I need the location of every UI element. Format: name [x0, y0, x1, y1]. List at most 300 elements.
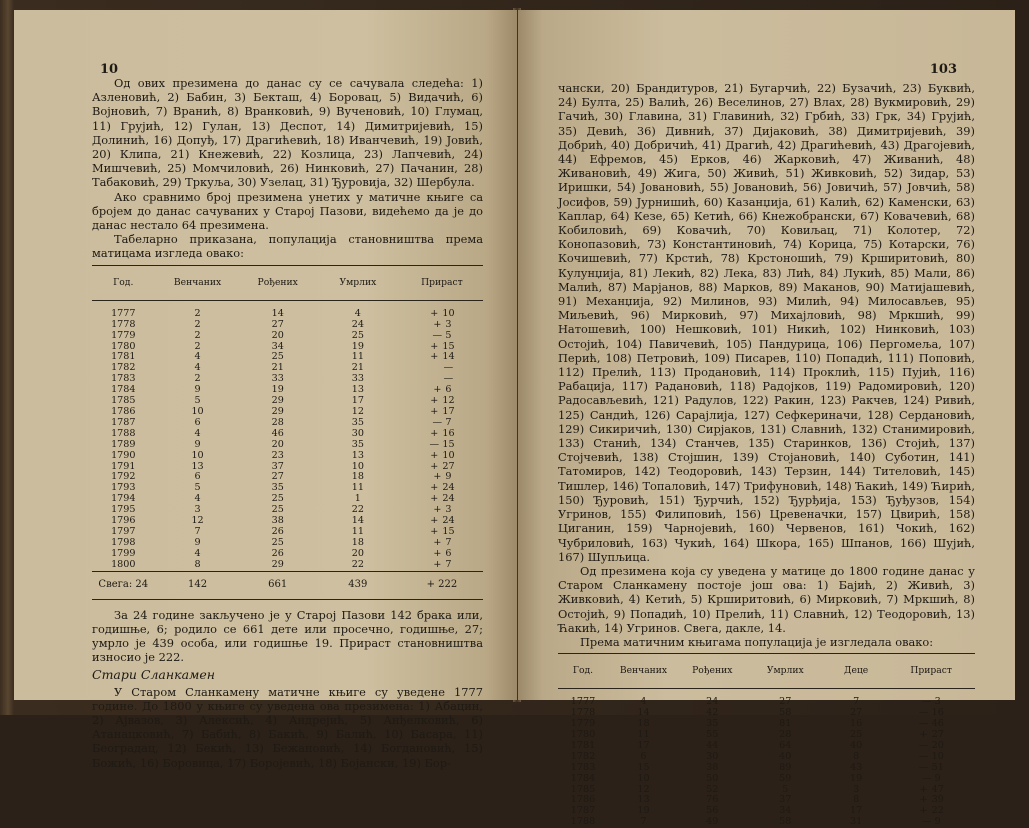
- table-cell: 19: [351, 340, 364, 352]
- table-cell: 29: [271, 406, 284, 417]
- page-number: 10: [100, 62, 119, 77]
- table-row: [92, 342, 483, 353]
- table-cell: 1778: [570, 707, 596, 719]
- table-cell: 29: [271, 395, 284, 407]
- table-cell: 1798: [111, 536, 136, 548]
- table-cell: 38: [706, 761, 719, 773]
- table-row: [92, 472, 483, 483]
- table-row: [92, 451, 483, 462]
- col-growth: Прираст: [401, 265, 483, 300]
- growth-sign: —: [918, 761, 929, 773]
- table-cell: 13: [351, 384, 364, 396]
- growth-value: 24: [442, 515, 455, 527]
- col-marriages: Венчаних: [155, 265, 241, 300]
- growth-sign: +: [430, 395, 439, 407]
- population-table-stari-slankamen: [558, 653, 975, 828]
- table-intro: Табеларно приказана, популација становништва према матицама изгледа овако:: [92, 232, 483, 261]
- table-cell: 1787: [570, 805, 596, 817]
- table-cell: 12: [351, 406, 364, 417]
- growth-sign: +: [919, 794, 928, 806]
- table-cell: 1797: [111, 525, 136, 537]
- table-cell: 35: [351, 438, 364, 450]
- total-growth: [401, 571, 483, 599]
- table-cell: 49: [706, 816, 719, 828]
- table-cell: 7: [194, 525, 201, 537]
- table-row: [558, 795, 975, 806]
- remaining-surnames-paragraph: Од презимена која су уведена у матице до 1800 године данас у Старом Сланкамену постоје још ова: 1) Бајић, 2) Живић, 3) Живковић, 4) Кетић, 5) Крширитовић, 6) Мирковић, 7) Мркшић, 8) Остојић, 9) Попадић, 10) Прелић, 11) Славнић, 12) Теодоровић, 13) Ћакић, 14) Угринов. Свега, дакле, 14.: [558, 563, 975, 635]
- table-row: [558, 785, 975, 796]
- table-cell: 19: [271, 384, 284, 396]
- table-cell: 33: [271, 373, 284, 385]
- growth-sign: —: [432, 416, 443, 428]
- table-cell: 7: [640, 816, 647, 828]
- table-cell: 4: [194, 427, 201, 439]
- summary-paragraph: За 24 године закључено је у Старој Пазови 142 брака или, годишње, 6; родило се 661 дете или просечно, годишње, 27; умрло је 439 особа, или годишње 19. Прираст становништва износио је 222.: [92, 607, 483, 665]
- table-cell: 10: [637, 772, 650, 784]
- table-cell: 1787: [111, 416, 136, 428]
- table-cell: 1784: [570, 772, 596, 784]
- table-row: [92, 396, 483, 407]
- table-row: [92, 429, 483, 440]
- growth-value: 9: [445, 471, 452, 483]
- growth-value: —: [443, 373, 454, 385]
- table-cell: 14: [271, 307, 284, 319]
- table-cell: 31: [850, 816, 863, 828]
- table-cell: 1779: [570, 718, 596, 730]
- table-cell: 24: [706, 696, 719, 708]
- table-cell: 16: [850, 718, 863, 730]
- growth-value: 12: [442, 395, 455, 407]
- table-cell: 25: [271, 504, 284, 516]
- table-cell: 30: [706, 750, 719, 762]
- growth-value: 27: [931, 729, 944, 741]
- table-cell: 40: [850, 739, 863, 751]
- table-row: [92, 363, 483, 374]
- growth-value: 7: [445, 416, 452, 428]
- table-cell: 3: [853, 783, 860, 795]
- table-row: [92, 527, 483, 538]
- growth-value: 39: [931, 794, 944, 806]
- table-cell: 4: [194, 547, 201, 559]
- table-cell: 81: [779, 718, 792, 730]
- growth-value: 3: [445, 318, 452, 330]
- table-cell: 27: [850, 707, 863, 719]
- table-cell: 19: [637, 805, 650, 817]
- table-cell: 6: [640, 750, 647, 762]
- slankamen-paragraph: У Старом Сланкамену матичне књиге су уведене 1777 године. До 1800 у књиге су уведена ова презимена: 1) Абацин, 2) Ајвазов, 3) Алексић, 4) Андрејић, 5) Анђелковић, 6) Атанацковић, 7) Бабић, 8) Бакић, 9) Балић, 10) Басара, 11) Београдац, 12) Бекић, 13) Бежановић, 14) Богдановић, 15) Божић, 16) Боровица, 17) Боројевић, 18) Бојански, 19) Бор-: [92, 684, 483, 770]
- table-header-row: [558, 654, 975, 689]
- table-row: [558, 774, 975, 785]
- table-cell: 4: [194, 362, 201, 374]
- table-cell: 56: [706, 805, 719, 817]
- growth-cell: [401, 560, 483, 571]
- growth-sign: +: [433, 547, 442, 559]
- table-cell: 2: [194, 340, 201, 352]
- table-row: [558, 719, 975, 730]
- growth-sign: +: [430, 307, 439, 319]
- growth-sign: +: [430, 515, 439, 527]
- table-cell: 13: [637, 794, 650, 806]
- growth-sign: +: [430, 460, 439, 472]
- growth-sign: —: [918, 750, 929, 762]
- total-row: [92, 571, 483, 599]
- table-cell: 26: [271, 547, 284, 559]
- col-children: Деце: [825, 654, 888, 689]
- table-cell: 26: [271, 525, 284, 537]
- table-cell: 46: [271, 427, 284, 439]
- table-row: [92, 320, 483, 331]
- growth-sign: +: [433, 384, 442, 396]
- table-cell: 1783: [111, 373, 136, 385]
- table-cell: 1780: [570, 729, 596, 741]
- table-cell: 24: [351, 318, 364, 330]
- table-cell: 1779: [111, 329, 136, 341]
- growth-value: 3: [445, 504, 452, 516]
- table-cell: 58: [779, 816, 792, 828]
- table-cell: 1800: [111, 558, 136, 570]
- growth-cell: [401, 300, 483, 319]
- growth-value: 3: [934, 696, 941, 708]
- table-cell: 4: [194, 351, 201, 363]
- table-cell: 40: [779, 750, 792, 762]
- total-label-text: Свега:: [98, 578, 133, 590]
- table-cell: 2: [194, 307, 201, 319]
- table-row: [558, 817, 975, 828]
- table-cell: 12: [191, 515, 204, 527]
- table-cell: 76: [706, 794, 719, 806]
- growth-sign: +: [433, 558, 442, 570]
- table-header-row: [92, 265, 483, 300]
- table-cell: 1782: [111, 362, 136, 374]
- table-cell: 1788: [111, 427, 136, 439]
- left-page-text: [92, 76, 483, 770]
- table-cell: 1786: [111, 406, 136, 417]
- table-row: [92, 505, 483, 516]
- table-cell: 25: [271, 536, 284, 548]
- table-cell: 5: [782, 783, 789, 795]
- table-cell: 18: [637, 718, 650, 730]
- table-cell: 1799: [111, 547, 136, 559]
- growth-value: —: [443, 362, 454, 374]
- table-cell: 44: [706, 739, 719, 751]
- growth-value: 9: [934, 816, 941, 828]
- table-row: [558, 806, 975, 817]
- growth-value: 10: [442, 307, 455, 319]
- growth-value: 7: [445, 536, 452, 548]
- table-cell: 12: [637, 783, 650, 795]
- table-cell: 38: [271, 515, 284, 527]
- table-cell: 11: [351, 525, 364, 537]
- table-cell: 1789: [111, 438, 136, 450]
- table-cell: 5: [194, 482, 201, 494]
- growth-sign: +: [433, 318, 442, 330]
- growth-value: 46: [931, 718, 944, 730]
- table-row: [92, 462, 483, 473]
- table-row: [558, 689, 975, 708]
- growth-sign: +: [919, 729, 928, 741]
- table-cell: 37: [271, 460, 284, 472]
- table-cell: 1781: [570, 739, 596, 751]
- table-cell: 1792: [111, 471, 136, 483]
- growth-sign: —: [921, 696, 932, 708]
- growth-sign: +: [430, 427, 439, 439]
- growth-sign: +: [433, 536, 442, 548]
- table-cell: 17: [351, 395, 364, 407]
- table-cell: 1786: [570, 794, 596, 806]
- table-row: [92, 560, 483, 571]
- table-cell: 1778: [111, 318, 136, 330]
- table-cell: 1784: [111, 384, 136, 396]
- table-intro: Према матичним књигама популација је изгледала овако:: [580, 634, 934, 649]
- table-cell: 22: [351, 504, 364, 516]
- table-cell: 1780: [111, 340, 136, 352]
- table-row: [558, 752, 975, 763]
- table-cell: 1783: [570, 761, 596, 773]
- table-cell: 11: [637, 729, 650, 741]
- table-cell: 1777: [570, 696, 596, 708]
- table-cell: 1795: [111, 504, 136, 516]
- table-cell: 64: [779, 739, 792, 751]
- table-cell: 6: [194, 471, 201, 483]
- table-cell: 17: [850, 805, 863, 817]
- growth-cell: [887, 689, 975, 708]
- table-row: [92, 538, 483, 549]
- table-row: [92, 407, 483, 418]
- table-cell: 10: [351, 460, 364, 472]
- table-cell: 27: [271, 471, 284, 483]
- page-number: 103: [929, 62, 957, 77]
- table-cell: 89: [779, 761, 792, 773]
- table-cell: 9: [194, 536, 201, 548]
- table-cell: 14: [351, 515, 364, 527]
- col-deaths: Умрлих: [315, 265, 401, 300]
- table-cell: 1782: [570, 750, 596, 762]
- table-cell: 21: [271, 362, 284, 374]
- growth-value: 24: [442, 482, 455, 494]
- col-marriages: Венчаних: [608, 654, 679, 689]
- table-cell: 20: [271, 329, 284, 341]
- table-row: [92, 300, 483, 319]
- table-cell: 59: [779, 772, 792, 784]
- table-cell: 22: [351, 558, 364, 570]
- col-births: Рођених: [241, 265, 315, 300]
- table-cell: 3: [194, 504, 201, 516]
- table-cell: 18: [351, 536, 364, 548]
- growth-sign: —: [921, 816, 932, 828]
- table-cell: 1791: [111, 460, 136, 472]
- table-cell: 1: [354, 493, 361, 505]
- table-cell: 10: [191, 449, 204, 461]
- table-cell: 1790: [111, 449, 136, 461]
- table-cell: 25: [271, 493, 284, 505]
- growth-value: 7: [445, 558, 452, 570]
- col-deaths: Умрлих: [746, 654, 825, 689]
- table-row: [92, 331, 483, 342]
- table-cell: 15: [637, 761, 650, 773]
- right-page: [518, 10, 1015, 828]
- growth-value: 17: [442, 406, 455, 417]
- table-row: [558, 708, 975, 719]
- table-cell: 8: [853, 750, 860, 762]
- surname-continuation: чански, 20) Брандитуров, 21) Бугарчић, 22) Бузачић, 23) Буквић, 24) Булта, 25) Валић, 26) Веселинов, 27) Влах, 28) Вукмировић, 29) Гачић, 30) Главина, 31) Главинић, 32) Грбић, 33) Грк, 34) Грујић, 35) Девић, 36) Дивнић, 37) Дијаковић, 38) Димитријевић, 39) Добрић, 40) Добричић, 41) Драгић, 42) Драгићевић, 43) Драгојевић, 44) Ефремов, 45) Ерков, 46) Жарковић, 47) Живанић, 48) Живановић, 49) Жига, 50) Живић, 51) Живковић, 52) Зидар, 53) Иришки, 54) Јовановић, 55) Јовановић, 56) Јовичић, 57) Јовчић, 58) Јосифов, 59) Јурнишић, 60) Казанџија, 61) Калић, 62) Каменски, 63) Каплар, 64) Кезе, 65) Кетић, 66) Кнежобрански, 67) Ковачевић, 68) Кобиловић, 69) Ковачић, 70) Ковиљац, 71) Колотер, 72) Конопазовић, 73) Константиновић, 74) Корица, 75) Котарски, 76) Кочишевић, 77) Крстић, 78) Крстоношић, 79) Крширитовић, 80) Кулунџија, 81) Лекић, 82) Лека, 83) Лић, 84) Лукић, 85) Мали, 86) Малић, 87) Марјанов, 88) Марков, 89) Маканов, 90) Матијашевић, 91) Механџија, 92) Милинов, 93) Милић, 94) Милосављев, 95) Миљевић, 96) Мирковић, 97) Михајловић, 98) Мркшић, 99) Натошевић, 100) Нешковић, 101) Никић, 102) Нинковић, 103) Остојић, 104) Павичевић, 105) Пандурица, 106) Пергомеља, 107) Перић, 108) Петровић, 109) Писарев, 110) Попадић, 111) Поповић, 112) Прелић, 113) Продановић, 114) Проклић, 115) Пујић, 116) Рабација, 117) Радановић, 118) Радојков, 119) Радомировић, 120) Радосављевић, 121) Радулов, 122) Ракин, 123) Ракчев, 124) Ривић, 125) Сандић, 126) Сарајлија, 127) Сефкериначи, 128) Сердановић, 129) Сикиричић, 130) Сирјаков, 131) Славнић, 132) Станимировић, 133) Станић, 134) Станчев, 135) Старинков, 136) Стојић, 137) Стојчевић, 138) Стојшин, 139) Стојановић, 140) Суботин, 141) Татомиров, 142) Теодоровић, 143) Терзин, 144) Тителовић, 145) Тишлер, 146) Топаловић, 147) Трифуновић, 148) Ћакић, 149) Ћирић, 150) Ђуровић, 151) Ђурчић, 152) Ђурђија, 153) Ђуђузов, 154) Угринов, 155) Филиповић, 156) Цревеначки, 157) Цвирић, 158) Циганин, 159) Чарнојевић, 160) Червенов, 161) Чокић, 162) Чубриловић, 163) Чукић, 164) Шкора, 165) Шпанов, 166) Шујић, 167) Шупљица.: [558, 81, 975, 564]
- table-cell: 34: [271, 340, 284, 352]
- table-cell: 14: [637, 707, 650, 719]
- table-cell: 8: [194, 558, 201, 570]
- table-cell: 18: [351, 471, 364, 483]
- table-cell: 7: [853, 696, 860, 708]
- surname-paragraph: Од ових презимена до данас су се сачувала следећа: 1) Азленовић, 2) Бабин, 3) Бекташ, 4) Боровац, 5) Видачић, 6) Војновић, 7) Вранић, 8) Вранковић, 9) Вученовић, 10) Глумац, 11) Грујић, 12) Гулан, 13) Деспот, 14) Димитријевић, 15) Долинић, 16) Допуђ, 17) Драгићевић, 18) Иванчевић, 19) Јовић, 20) Клипа, 21) Кнежевић, 22) Козлица, 23) Лапчевић, 24) Мишчевић, 25) Момчиловић, 26) Нинковић, 27) Пачанин, 28) Табаковић, 29) Тркуља, 30) Узелац, 31) Ђуровија, 32) Шербула.: [92, 76, 483, 190]
- table-cell: 4: [640, 696, 647, 708]
- table-row: [558, 730, 975, 741]
- table-cell: 1796: [111, 515, 136, 527]
- table-cell: 23: [271, 449, 284, 461]
- table-cell: 35: [706, 718, 719, 730]
- growth-value: 51: [931, 761, 944, 773]
- table-row: [92, 440, 483, 451]
- growth-value: 6: [445, 547, 452, 559]
- table-row: [92, 494, 483, 505]
- growth-sign: +: [919, 805, 928, 817]
- total-label: [92, 571, 155, 599]
- growth-value: 6: [445, 384, 452, 396]
- table-cell: 1785: [570, 783, 596, 795]
- growth-sign: +: [430, 482, 439, 494]
- growth-sign: +: [426, 578, 435, 590]
- table-cell: 25: [271, 351, 284, 363]
- table-cell: 1781: [111, 351, 136, 363]
- growth-sign: —: [918, 707, 929, 719]
- table-row: [92, 374, 483, 385]
- growth-sign: +: [430, 449, 439, 461]
- table-cell: 27: [271, 318, 284, 330]
- table-cell: 43: [850, 761, 863, 773]
- table-row: [92, 516, 483, 527]
- col-year: Год.: [92, 265, 155, 300]
- growth-value: 15: [442, 340, 455, 352]
- table-cell: 27: [779, 696, 792, 708]
- table-cell: 1785: [111, 395, 136, 407]
- table-cell: 4: [194, 493, 201, 505]
- growth-value: 22: [931, 805, 944, 817]
- table-cell: 9: [194, 438, 201, 450]
- table-cell: 1793: [111, 482, 136, 494]
- table-cell: 11: [351, 351, 364, 363]
- table-cell: 19: [850, 772, 863, 784]
- table-cell: 2: [194, 373, 201, 385]
- growth-value: 24: [442, 493, 455, 505]
- growth-value: 27: [442, 460, 455, 472]
- growth-sign: —: [429, 438, 440, 450]
- table-cell: 35: [351, 416, 364, 428]
- growth-value: 10: [931, 750, 944, 762]
- growth-value: 222: [438, 578, 458, 590]
- table-cell: 30: [351, 427, 364, 439]
- growth-sign: +: [433, 471, 442, 483]
- table-row: [558, 741, 975, 752]
- col-growth: Прираст: [887, 654, 975, 689]
- table-cell: 34: [779, 805, 792, 817]
- growth-sign: —: [918, 739, 929, 751]
- growth-value: 16: [931, 707, 944, 719]
- table-cell: 52: [706, 783, 719, 795]
- table-cell: 4: [354, 307, 361, 319]
- growth-value: 14: [442, 351, 455, 363]
- table-row: [92, 483, 483, 494]
- table-row: [92, 352, 483, 363]
- total-cell: 439: [315, 571, 401, 599]
- growth-sign: +: [430, 493, 439, 505]
- growth-sign: +: [430, 340, 439, 352]
- table-cell: 8: [853, 794, 860, 806]
- table-cell: 11: [351, 482, 364, 494]
- comparison-paragraph: Ако сравнимо број презимена унетих у матичне књиге са бројем до данас сачуваних у Старој Пазови, видећемо да је до данас нестало 64 презимена.: [92, 189, 483, 233]
- table-cell: 1777: [111, 307, 136, 319]
- table-row: [92, 418, 483, 429]
- growth-sign: +: [919, 783, 928, 795]
- growth-sign: +: [430, 525, 439, 537]
- left-page: [14, 10, 517, 770]
- growth-value: 16: [442, 427, 455, 439]
- table-cell: 55: [706, 729, 719, 741]
- growth-sign: —: [921, 772, 932, 784]
- table-cell: 1794: [111, 493, 136, 505]
- growth-value: 20: [931, 739, 944, 751]
- table-cell: 6: [194, 416, 201, 428]
- table-cell: 17: [637, 739, 650, 751]
- table-cell: 1788: [570, 816, 596, 828]
- table-cell: 50: [706, 772, 719, 784]
- table-cell: 2: [194, 318, 201, 330]
- table-cell: 9: [194, 384, 201, 396]
- table-cell: 33: [351, 373, 364, 385]
- table-cell: 20: [271, 438, 284, 450]
- table-cell: 58: [779, 707, 792, 719]
- table-cell: 29: [271, 558, 284, 570]
- table-cell: 35: [271, 482, 284, 494]
- table-cell: 5: [194, 395, 201, 407]
- table-cell: 25: [850, 729, 863, 741]
- growth-sign: —: [432, 329, 443, 341]
- total-years: 24: [135, 578, 149, 590]
- total-cell: 142: [155, 571, 241, 599]
- growth-value: 9: [934, 772, 941, 784]
- col-year: Год.: [558, 654, 608, 689]
- population-table-stara-pazova: [92, 265, 483, 600]
- growth-value: 10: [442, 449, 455, 461]
- table-cell: 42: [706, 707, 719, 719]
- section-heading: Стари Сланкамен: [92, 667, 216, 683]
- table-cell: 21: [351, 362, 364, 374]
- table-row: [92, 549, 483, 560]
- growth-sign: +: [433, 504, 442, 516]
- col-births: Рођених: [679, 654, 746, 689]
- growth-value: 47: [931, 783, 944, 795]
- table-cell: 13: [351, 449, 364, 461]
- table-cell: 20: [351, 547, 364, 559]
- table-cell: 13: [191, 460, 204, 472]
- table-cell: 28: [779, 729, 792, 741]
- table-cell: 37: [779, 794, 792, 806]
- growth-sign: +: [430, 406, 439, 417]
- growth-sign: +: [430, 351, 439, 363]
- growth-value: 15: [442, 525, 455, 537]
- table-row: [558, 763, 975, 774]
- total-cell: 661: [241, 571, 315, 599]
- table-cell: 28: [271, 416, 284, 428]
- right-page-text: [558, 81, 975, 828]
- table-cell: 10: [191, 406, 204, 417]
- table-cell: 2: [194, 329, 201, 341]
